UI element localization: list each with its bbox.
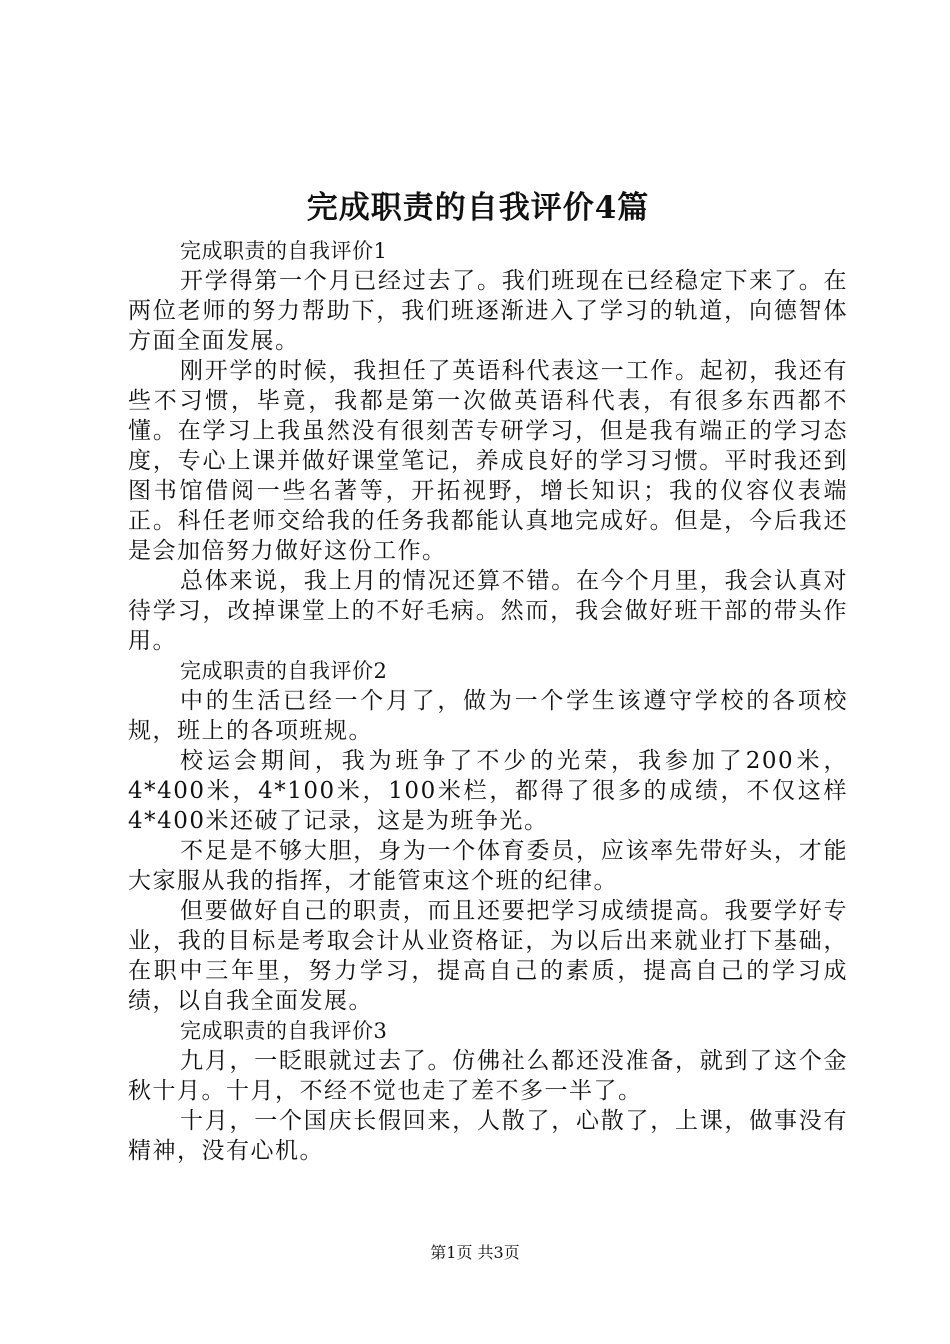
- paragraph: 十月，一个国庆长假回来，人散了，心散了，上课，做事没有精神，没有心机。: [128, 1108, 848, 1164]
- document-page: [128, 0, 848, 1344]
- paragraph: 校运会期间，我为班争了不少的光荣，我参加了200米，4*400米，4*100米，100米栏，都得了很多的成绩，不仅这样4*400米还破了记录，这是为班争光。: [128, 748, 848, 834]
- paragraph: 总体来说，我上月的情况还算不错。在今个月里，我会认真对待学习，改掉课堂上的不好毛病。然而，我会做好班干部的带头作用。: [128, 568, 848, 654]
- paragraph: 中的生活已经一个月了，做为一个学生该遵守学校的各项校规，班上的各项班规。: [128, 688, 848, 744]
- page-number-footer: 第1页 共3页: [430, 1243, 520, 1262]
- document-body: [128, 236, 848, 1166]
- section-heading: 完成职责的自我评价2: [180, 659, 388, 683]
- paragraph: 开学得第一个月已经过去了。我们班现在已经稳定下来了。在两位老师的努力帮助下，我们班逐渐进入了学习的轨道，向德智体方面全面发展。: [128, 268, 848, 354]
- document-title: 完成职责的自我评价4篇: [306, 190, 650, 226]
- paragraph: 不足是不够大胆，身为一个体育委员，应该率先带好头，才能大家服从我的指挥，才能管束这个班的纪律。: [128, 838, 848, 894]
- paragraph: 刚开学的时候，我担任了英语科代表这一工作。起初，我还有些不习惯，毕竟，我都是第一次做英语科代表，有很多东西都不懂。在学习上我虽然没有很刻苦专研学习，但是我有端正的学习态度，专心上课并做好课堂笔记，养成良好的学习习惯。平时我还到图书馆借阅一些名著等，开拓视野，增长知识；我的仪容仪表端正。科任老师交给我的任务我都能认真地完成好。但是，今后我还是会加倍努力做好这份工作。: [128, 358, 848, 564]
- section-heading: 完成职责的自我评价1: [180, 239, 388, 263]
- paragraph: 九月，一眨眼就过去了。仿佛社么都还没准备，就到了这个金秋十月。十月，不经不觉也走了差不多一半了。: [128, 1048, 848, 1104]
- section-heading: 完成职责的自我评价3: [180, 1019, 388, 1043]
- paragraph: 但要做好自己的职责，而且还要把学习成绩提高。我要学好专业，我的目标是考取会计从业资格证，为以后出来就业打下基础，在职中三年里，努力学习，提高自己的素质，提高自己的学习成绩，以自我全面发展。: [128, 898, 848, 1014]
